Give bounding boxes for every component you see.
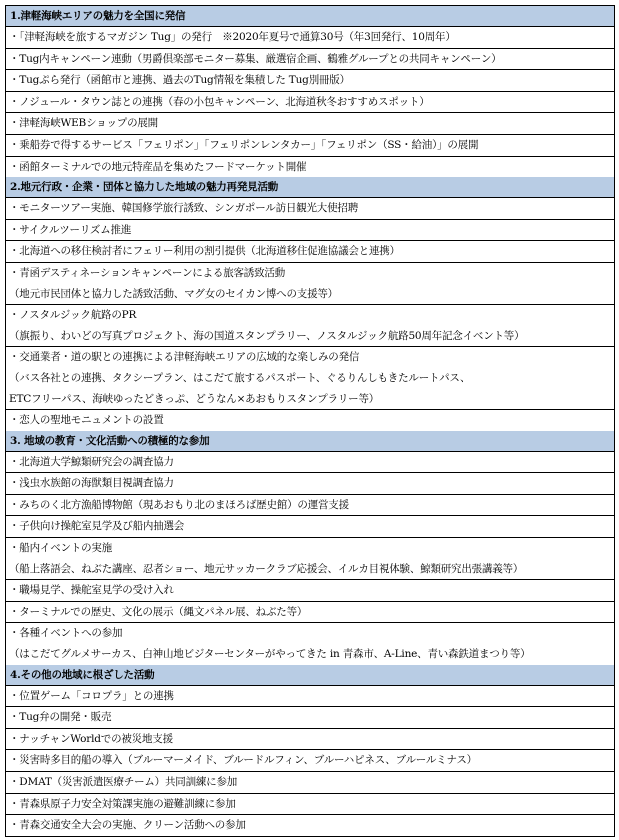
activity-row: [6, 135, 614, 157]
section-3: [6, 431, 614, 665]
activity-row: [6, 602, 614, 624]
activity-row: [6, 729, 614, 751]
activity-item-text: ・船内イベントの実施: [9, 542, 112, 555]
activity-row: [6, 750, 614, 772]
activity-row: [6, 220, 614, 242]
activity-item-text: ・Tug内キャンペーン連動（男爵倶楽部モニター募集、厳選宿企画、鶴雅グループとの共同キャンペーン）: [9, 52, 502, 65]
activity-item-text: ・北海道大学鯨類研究会の調査協力: [9, 455, 174, 468]
activity-item-text: ・交通業者・道の駅との連携による津軽海峡エリアの広域的な楽しみの発信: [9, 351, 360, 364]
activity-item-text: ・ターミナルでの歴史、文化の展示（縄文パネル展、ねぶた等）: [9, 605, 308, 618]
activity-item-text: ・DMAT（災害派遣医療チーム）共同訓練に参加: [9, 776, 238, 788]
activity-item-text: ・サイクルツーリズム推進: [9, 223, 132, 236]
activity-item-text: ・災害時多目的船の導入（ブルーマーメイド、ブルードルフィン、ブルーハピネス、ブルールミナス）: [9, 754, 477, 767]
activity-row: [6, 49, 614, 71]
section-4: [6, 665, 614, 836]
activity-item-text: ・青森交通安全大会の実施、クリーン活動への参加: [9, 819, 246, 832]
activity-item-text: ・浅虫水族館の海獣類目視調査協力: [9, 477, 174, 490]
activity-item-text: ・ノスタルジック航路のPR: [9, 309, 137, 322]
activity-item-text: ・「津軽海峡を旅するマガジン Tug」の発行 ※2020年夏号で通算30号（年3回発行、10周年）: [9, 31, 456, 43]
activity-item-detail: （船上落語会、ねぶた講座、忍者ショー、地元サッカークラブ応援会、イルカ目視体験、鯨類研究出張講義等）: [9, 562, 524, 575]
activity-item-text: ・北海道への移住検討者にフェリー利用の割引提供（北海道移住促進協議会と連携）: [9, 245, 400, 258]
activity-row: [6, 263, 614, 305]
activity-row: [6, 198, 614, 220]
activity-item-text: ・モニターツアー実施、韓国修学旅行誘致、シンガポール訪日観光大使招聘: [9, 202, 358, 215]
activity-item-text: ・乗船券で得するサービス「フェリポン」「フェリポンレンタカー」「フェリポン（SS・給油）」の展開: [9, 138, 479, 151]
activity-item-text: ・函館ターミナルでの地元特産品を集めたフードマーケット開催: [9, 160, 307, 173]
activity-row: [6, 27, 614, 49]
activity-item-detail: （はこだてグルメサーカス、白神山地ビジターセンターがやってきた in 青森市、A-Line、青い森鉄道まつり等）: [9, 648, 531, 661]
activity-item-text: ・Tug弁の開発・販売: [9, 711, 112, 724]
section-header: 1.津軽海峡エリアの魅力を全国に発信: [6, 6, 614, 27]
activity-item-text: ・青函デスティネーションキャンペーンによる旅客誘致活動: [9, 266, 285, 279]
activity-item-text: ・職場見学、操舵室見学の受け入れ: [9, 584, 174, 597]
activity-row: [6, 707, 614, 729]
activity-item-text: ・Tugぷら発行（函館市と連携、過去のTug情報を集積した Tug別冊版）: [9, 74, 350, 87]
activity-item-detail: ETCフリーパス、海峡ゆったどきっぷ、どうなん×あおもりスタンプラリー等）: [9, 392, 380, 405]
activity-item-text: ・ナッチャンWorldでの被災地支援: [9, 732, 173, 745]
activity-item-text: ・子供向け操舵室見学及び船内抽選会: [9, 520, 185, 533]
activity-row: [6, 452, 614, 474]
activity-row: [6, 70, 614, 92]
activity-item-text: ・各種イベントへの参加: [9, 627, 123, 640]
activity-row: [6, 347, 614, 410]
activity-table: [5, 5, 615, 837]
activity-row: [6, 113, 614, 135]
activity-item-text: ・位置ゲーム「コロプラ」との連携: [9, 689, 174, 702]
activity-row: [6, 495, 614, 517]
activity-row: [6, 473, 614, 495]
activity-item-text: ・ノジュール・タウン誌との連携（春の小包キャンペーン、北海道秋冬おすすめスポット）: [9, 95, 430, 108]
activity-item-text: ・みちのく北方漁船博物館（現あおもり北のまほろば歴史館）の運営支援: [9, 498, 349, 511]
activity-item-text: ・青森県原子力安全対策課実施の避難訓練に参加: [9, 797, 236, 810]
section-1: [6, 6, 614, 177]
activity-row: [6, 305, 614, 347]
activity-row: [6, 794, 614, 816]
activity-row: [6, 686, 614, 708]
activity-row: [6, 410, 614, 431]
activity-row: [6, 516, 614, 538]
activity-item-text: ・津軽海峡WEBショップの展開: [9, 117, 158, 130]
activity-row: [6, 623, 614, 664]
activity-item-detail: （地元市民団体と協力した誘致活動、マグ女のセイカン博への支援等）: [9, 287, 338, 300]
activity-item-text: ・恋人の聖地モニュメントの設置: [9, 414, 164, 427]
activity-row: [6, 772, 614, 794]
activity-row: [6, 92, 614, 114]
activity-row: [6, 815, 614, 836]
activity-item-detail: （旗振り、わいどの写真プロジェクト、海の国道スタンプラリー、ノスタルジック航路50周年記念イベント等）: [9, 329, 525, 342]
section-header: 4.その他の地域に根ざした活動: [6, 665, 614, 686]
activity-item-detail: （バス各社との連携、タクシープラン、はこだて旅するパスポート、ぐるりんしもきたルートパス、: [9, 371, 471, 384]
activity-row: [6, 241, 614, 263]
section-2: [6, 177, 614, 431]
section-header: 3. 地域の教育・文化活動への積極的な参加: [6, 431, 614, 452]
section-header: 2.地元行政・企業・団体と協力した地域の魅力再発見活動: [6, 177, 614, 198]
activity-row: [6, 580, 614, 602]
activity-row: [6, 538, 614, 580]
activity-row: [6, 157, 614, 178]
